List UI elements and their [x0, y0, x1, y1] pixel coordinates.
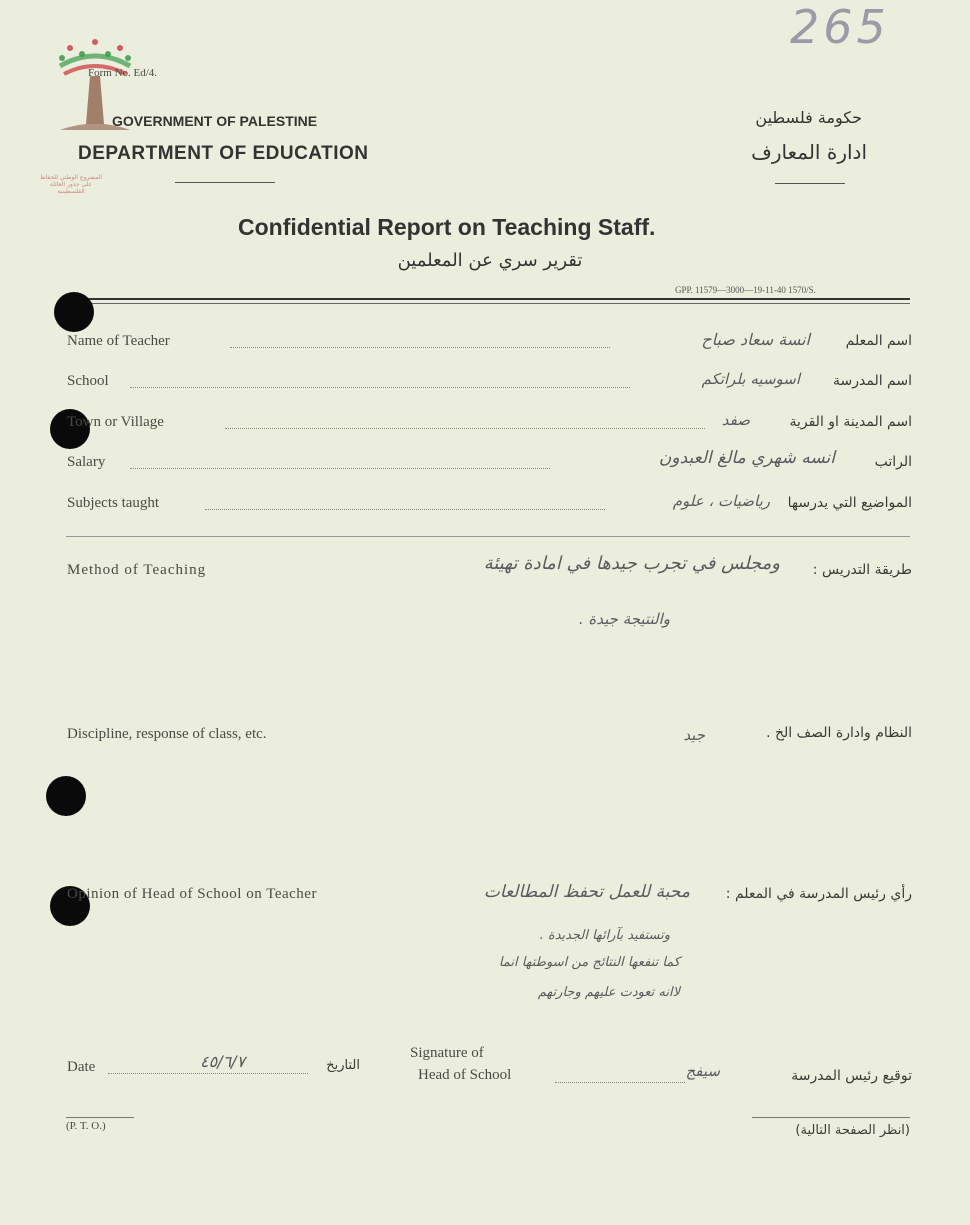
pto-en: (P. T. O.) — [66, 1120, 106, 1132]
field-label-en: School — [67, 373, 109, 389]
field-dots — [205, 509, 605, 510]
field-label-ar: اسم المدينة او القرية — [789, 414, 912, 430]
discipline-label-en: Discipline, response of class, etc. — [67, 726, 267, 742]
field-label-ar: اسم المعلم — [845, 333, 912, 349]
header-divider-left — [175, 182, 275, 183]
punch-hole-1 — [54, 292, 94, 332]
method-value-line2: والنتيجة جيدة . — [578, 610, 670, 628]
field-value: اسوسيه بلراتكم — [701, 370, 800, 388]
footer-rule-left — [66, 1117, 134, 1118]
report-title-ar: تقرير سري عن المعلمين — [397, 250, 583, 271]
signature-label-en-2: Head of School — [418, 1067, 512, 1083]
field-value: رياضيات ، علوم — [672, 492, 770, 510]
field-label-ar: المواضيع التي يدرسها — [787, 495, 912, 511]
opinion-line-2: وتستفيد بآرائها الجديدة . — [539, 928, 670, 943]
field-label-en: Subjects taught — [67, 495, 160, 511]
print-code: GPP. 11579—3000—19-11-40 1570/S. — [675, 285, 816, 295]
department-title-ar: ادارة المعارف — [751, 140, 867, 164]
top-rule-thin — [66, 303, 910, 304]
header-divider-right — [775, 183, 845, 184]
date-dots — [108, 1073, 308, 1074]
field-dots — [230, 347, 610, 348]
signature-dots — [555, 1082, 685, 1083]
field-label-en: Town or Village — [67, 414, 164, 430]
method-label-ar: طريقة التدريس : — [812, 562, 912, 578]
discipline-label-ar: النظام وادارة الصف الخ . — [766, 725, 912, 741]
opinion-label-ar: رأي رئيس المدرسة في المعلم : — [725, 886, 912, 902]
pto-ar: (انظر الصفحة التالية) — [795, 1123, 910, 1138]
opinion-line-4: لاانه تعودت عليهم وجارتهم — [537, 985, 680, 1000]
government-title-ar: حكومة فلسطين — [755, 108, 862, 127]
top-rule — [66, 298, 910, 300]
page-number: 265 — [790, 0, 890, 54]
discipline-value: جيد — [683, 726, 705, 744]
signature-value: سيفج — [685, 1062, 720, 1080]
field-value: صفد — [721, 411, 750, 429]
date-value: ٤٥/٦/٧ — [200, 1052, 246, 1071]
field-dots — [130, 468, 550, 469]
method-label-en: Method of Teaching — [67, 562, 207, 578]
field-dots — [225, 428, 705, 429]
date-label-en: Date — [67, 1059, 96, 1075]
field-value: انسة سعاد صباح — [701, 330, 810, 349]
signature-label-en-1: Signature of — [410, 1045, 484, 1061]
opinion-line-3: كما تنفعها النتائج من اسوطتها انما — [498, 955, 680, 970]
field-label-en: Salary — [67, 454, 106, 470]
field-label-en: Name of Teacher — [67, 333, 170, 349]
form-number: Form No. Ed/4. — [88, 67, 158, 79]
punch-hole-3 — [46, 776, 86, 816]
opinion-label-en: Opinion of Head of School on Teacher — [67, 886, 317, 902]
field-value: انسه شهري مالغ العبدون — [658, 448, 835, 468]
date-label-ar: التاريخ — [326, 1058, 360, 1073]
fields-divider — [66, 536, 910, 537]
signature-label-ar: توقيع رئيس المدرسة — [791, 1068, 912, 1084]
footer-rule-right — [752, 1117, 910, 1118]
opinion-line-1: محبة للعمل تحفظ المطالعات — [483, 882, 690, 902]
method-value-line1: ومجلس في تجرب جيدها في امادة تهيئة — [483, 553, 780, 574]
field-label-ar: اسم المدرسة — [833, 373, 912, 389]
department-title-en: DEPARTMENT OF EDUCATION — [78, 143, 369, 164]
field-dots — [130, 387, 630, 388]
field-label-ar: الراتب — [874, 454, 912, 470]
government-title-en: GOVERNMENT OF PALESTINE — [112, 113, 318, 129]
report-title-en: Confidential Report on Teaching Staff. — [238, 214, 656, 240]
watermark-caption: المشروع الوطني للحفاظ على جذور العائلة الفلسطينية — [39, 174, 103, 195]
